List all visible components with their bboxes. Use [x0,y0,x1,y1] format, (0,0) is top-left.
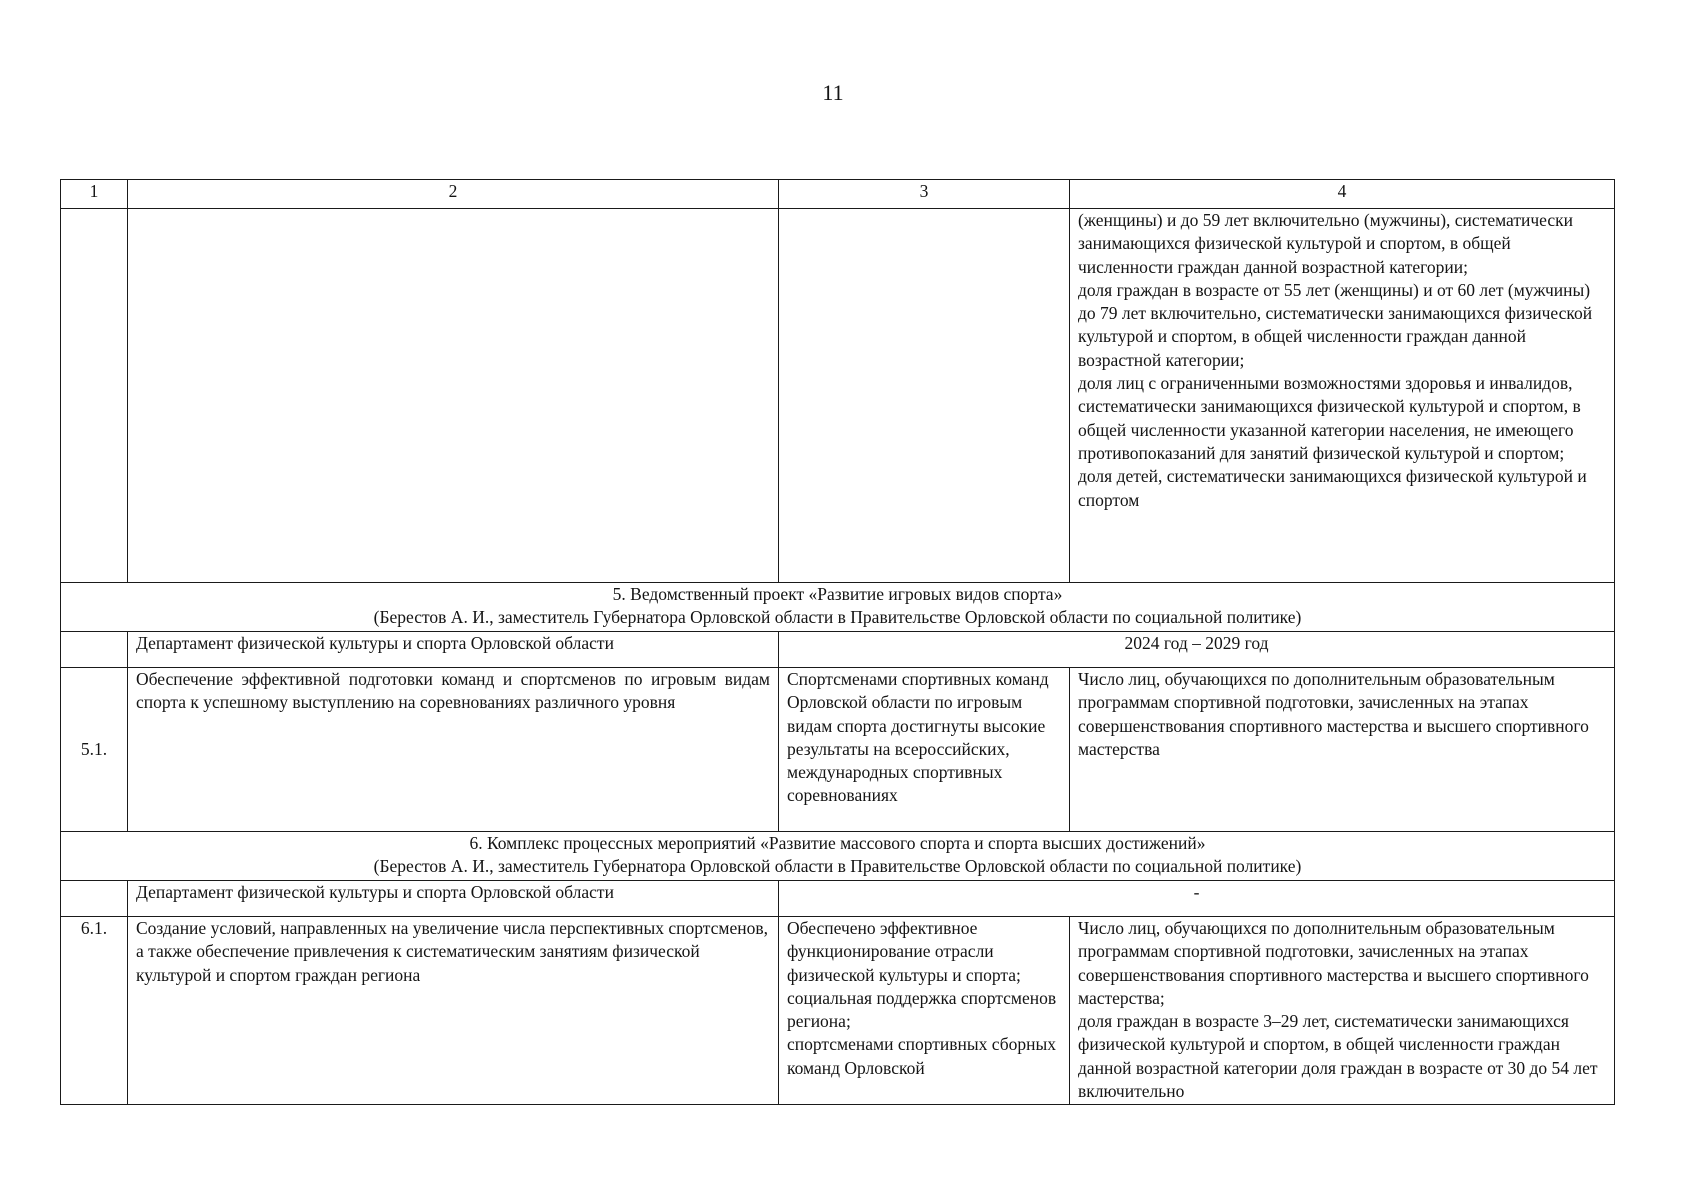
row-6-1-result-2: спортсменами спортивных сборных команд Орловской [787,1034,1057,1078]
section-6-dept-num [61,881,128,917]
cont-task-cell [128,209,779,583]
table-row-continuation [61,209,1615,583]
row-6-1-indicator-1: Число лиц, обучающихся по дополнительным образовательным программам спортивной подготовки, зачисленных на этапах совершенствования спортивного мастерства и высшего спортивного мастерства; [1078,918,1589,1008]
section-5-responsible: (Берестов А. И., заместитель Губернатора Орловской области в Правительстве Орловской области по социальной политике) [373,607,1302,628]
cont-indicator-4: доля детей, систематически занимающихся физической культурой и спортом [1078,466,1587,510]
table-row-6-1 [61,917,1615,1105]
row-6-1-indicators [1070,917,1615,1105]
section-5-title: 5. Ведомственный проект «Развитие игровых видов спорта» [612,584,1063,604]
row-6-1-task: Создание условий, направленных на увеличение числа перспективных спортсменов, а также обеспечение привлечения к систематическим занятиям физической культурой и спортом граждан региона [128,917,779,1105]
row-6-1-indicator-2: доля граждан в возрасте 3–29 лет, систематически занимающихся физической культурой и спортом, в общей численности граждан данной возрастной категории доля граждан в возрасте от 30 до 54 лет включительно [1078,1011,1598,1102]
table-row-5-1 [61,668,1615,832]
header-col-4: 4 [1070,180,1615,209]
section-6-responsible: (Берестов А. И., заместитель Губернатора Орловской области в Правительстве Орловской области по социальной политике) [373,856,1302,877]
cont-indicator-1: (женщины) и до 59 лет включительно (мужчины), систематически занимающихся физической культурой и спортом, в общей численности граждан данной возрастной категории; [1078,210,1574,277]
row-5-1-number: 5.1. [61,668,128,832]
section-5-heading-row [61,583,1615,632]
row-5-1-task: Обеспечение эффективной подготовки команд и спортсменов по игровым видам спорта к успешному выступлению на соревнованиях различного уровня [128,668,779,832]
section-6-period: - [779,881,1615,917]
cont-num-cell [61,209,128,583]
program-table [60,179,1615,1105]
row-6-1-number: 6.1. [61,917,128,1105]
page-number: 11 [822,80,844,105]
row-5-1-result: Спортсменами спортивных команд Орловской области по игровым видам спорта достигнуты высокие результаты на всероссийских, международных спортивных соревнованиях [779,668,1070,832]
row-6-1-result-1: Обеспечено эффективное функционирование отрасли физической культуры и спорта; социальная поддержка спортсменов региона; [787,918,1057,1032]
cont-indicator-2: доля граждан в возрасте от 55 лет (женщины) и от 60 лет (мужчины) до 79 лет включительно, систематически занимающихся физической культурой и спортом, в общей численности граждан данной возрастной категории; [1078,279,1593,370]
row-6-1-result [779,917,1070,1105]
section-6-heading [61,832,1615,881]
section-5-department-row [61,632,1615,668]
section-6-heading-row [61,832,1615,881]
table-header-row [61,180,1615,209]
header-col-2: 2 [128,180,779,209]
header-col-1: 1 [61,180,128,209]
cont-indicator-3: доля лиц с ограниченными возможностями здоровья и инвалидов, систематически занимающихся физической культурой и спортом, в общей численности указанной категории населения, не имеющего противопоказаний для занятий физической культурой и спортом; [1078,373,1581,463]
cont-indicators-cell [1070,209,1615,583]
section-5-dept-num [61,632,128,668]
header-col-3: 3 [779,180,1070,209]
row-5-1-indicators: Число лиц, обучающихся по дополнительным образовательным программам спортивной подготовки, зачисленных на этапах совершенствования спортивного мастерства и высшего спортивного мастерства [1070,668,1615,832]
section-6-department-row [61,881,1615,917]
section-6-title: 6. Комплекс процессных мероприятий «Развитие массового спорта и спорта высших достижений» [469,833,1206,853]
section-5-department: Департамент физической культуры и спорта Орловской области [128,632,779,668]
section-5-period: 2024 год – 2029 год [779,632,1615,668]
section-6-department: Департамент физической культуры и спорта Орловской области [128,881,779,917]
cont-result-cell [779,209,1070,583]
section-5-heading [61,583,1615,632]
